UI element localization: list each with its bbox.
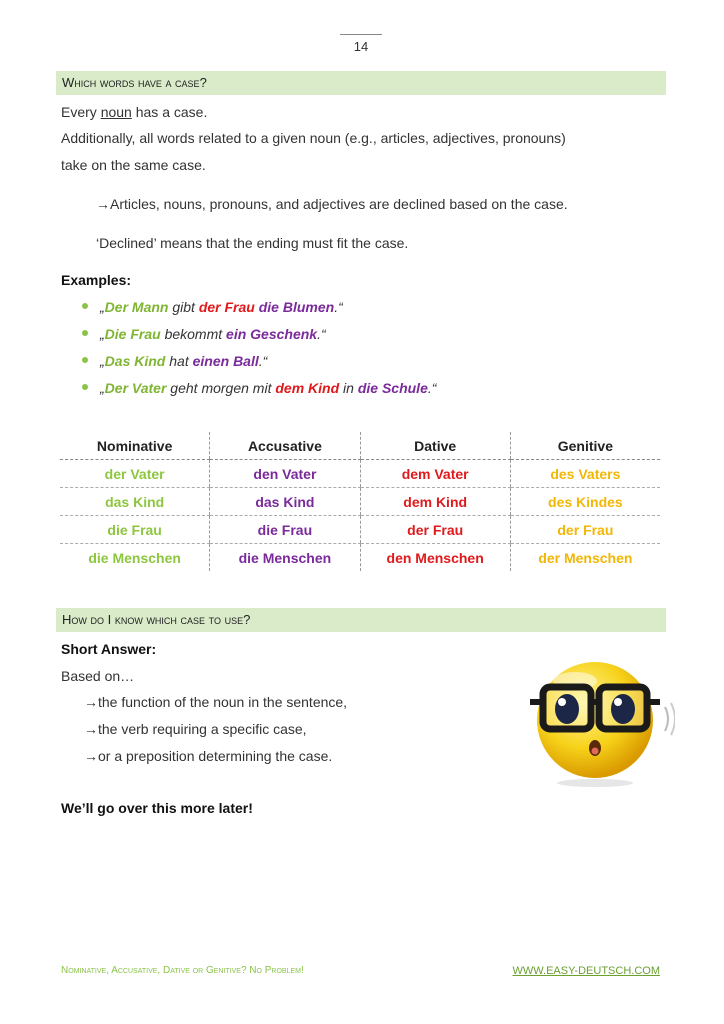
cell-nominative: der Vater bbox=[60, 460, 210, 488]
example-item bbox=[78, 298, 436, 325]
example-fragment: gibt bbox=[168, 299, 199, 315]
bullet-icon bbox=[82, 303, 88, 309]
examples-label-text: Examples bbox=[61, 272, 127, 288]
example-fragment: ein Geschenk bbox=[226, 326, 318, 342]
example-fragment: in bbox=[339, 380, 358, 396]
case-table bbox=[60, 432, 660, 571]
example-fragment: „ bbox=[100, 380, 105, 396]
example-fragment: Der Vater bbox=[104, 380, 167, 396]
table-row bbox=[60, 488, 660, 516]
intro-line-1-prefix: Every bbox=[61, 104, 101, 120]
example-fragment: .“ bbox=[258, 353, 268, 369]
example-fragment: die Blumen bbox=[258, 299, 335, 315]
cell-dative: der Frau bbox=[360, 516, 510, 544]
header-nominative: Nominative bbox=[60, 432, 210, 460]
cell-nominative: die Menschen bbox=[88, 549, 181, 566]
cell-genitive: des Kindes bbox=[510, 488, 660, 516]
cell-dative: dem Vater bbox=[360, 460, 510, 488]
example-fragment: hat bbox=[165, 353, 193, 369]
example-fragment: geht morgen mit bbox=[166, 380, 276, 396]
example-fragment: bekommt bbox=[160, 326, 227, 342]
example-fragment: dem Kind bbox=[275, 380, 340, 396]
bullet-icon bbox=[82, 330, 88, 336]
examples-label bbox=[61, 272, 131, 288]
example-fragment: Die Frau bbox=[104, 326, 161, 342]
bullet-icon bbox=[82, 357, 88, 363]
example-fragment: der Frau bbox=[198, 299, 255, 315]
reason-item: →the function of the noun in the sentence, bbox=[84, 694, 348, 710]
example-item bbox=[78, 352, 436, 379]
reason-item: →or a preposition determining the case. bbox=[84, 748, 333, 764]
declined-note: ‘Declined’ means that the ending must fit the case. bbox=[96, 235, 409, 251]
example-item bbox=[78, 379, 436, 406]
cell-accusative: die Menschen bbox=[210, 544, 360, 572]
cell-accusative: den Vater bbox=[210, 460, 360, 488]
example-fragment: .“ bbox=[334, 299, 343, 315]
examples-label-colon: : bbox=[126, 272, 132, 288]
closing-note: We’ll go over this more later! bbox=[61, 800, 253, 816]
example-item bbox=[78, 325, 436, 352]
reason-item: →the verb requiring a specific case, bbox=[84, 721, 307, 737]
nerd-smiley-with-glasses-icon bbox=[525, 655, 675, 790]
example-fragment: Das Kind bbox=[104, 353, 166, 369]
short-answer-label: Short Answer: bbox=[61, 641, 157, 657]
bullet-icon bbox=[82, 384, 88, 390]
header-genitive: Genitive bbox=[510, 432, 660, 460]
cell-nominative: das Kind bbox=[60, 488, 210, 516]
header-accusative: Accusative bbox=[210, 432, 360, 460]
example-fragment: .“ bbox=[427, 380, 437, 396]
cell-dative: dem Kind bbox=[360, 488, 510, 516]
cell-genitive: des Vaters bbox=[510, 460, 660, 488]
intro-line-2: Additionally, all words related to a given noun (e.g., articles, adjectives, pronouns) bbox=[61, 130, 566, 146]
cell-genitive: der Frau bbox=[510, 516, 660, 544]
table-row bbox=[60, 516, 660, 544]
cell-accusative: das Kind bbox=[210, 488, 360, 516]
table-row bbox=[60, 460, 660, 488]
example-fragment: einen Ball bbox=[192, 353, 259, 369]
cell-nominative: die Frau bbox=[60, 516, 210, 544]
page-number: 14 bbox=[353, 39, 369, 54]
footer-book-title: Nominative, Accusative, Dative or Genitive? No Problem! bbox=[61, 965, 304, 976]
cell-dative: den Menschen bbox=[360, 544, 510, 572]
case-table-header-row bbox=[60, 432, 660, 460]
intro-line-1 bbox=[61, 104, 207, 120]
noun-term: noun bbox=[100, 104, 132, 120]
intro-line-1-suffix: has a case. bbox=[131, 104, 208, 120]
table-row bbox=[60, 544, 660, 572]
based-on-text: Based on… bbox=[61, 668, 135, 684]
section-heading-which-case: How do I know which case to use? bbox=[56, 608, 666, 632]
example-fragment: „ bbox=[100, 299, 105, 315]
header-dative: Dative bbox=[360, 432, 510, 460]
cell-accusative: die Frau bbox=[210, 516, 360, 544]
intro-line-3: take on the same case. bbox=[61, 157, 206, 173]
example-fragment: die Schule bbox=[357, 380, 428, 396]
example-fragment: „ bbox=[100, 326, 105, 342]
page-number-rule bbox=[340, 34, 382, 35]
example-fragment: „ bbox=[100, 353, 105, 369]
example-list bbox=[78, 298, 436, 406]
example-fragment: .“ bbox=[317, 326, 326, 342]
cell-genitive: der Menschen bbox=[510, 544, 660, 572]
declension-arrow-line: →Articles, nouns, pronouns, and adjectives are declined based on the case. bbox=[96, 196, 568, 212]
section-heading-which-words: Which words have a case? bbox=[56, 71, 666, 95]
example-fragment: Der Mann bbox=[104, 299, 169, 315]
footer-website-link[interactable]: WWW.EASY-DEUTSCH.COM bbox=[512, 965, 660, 977]
